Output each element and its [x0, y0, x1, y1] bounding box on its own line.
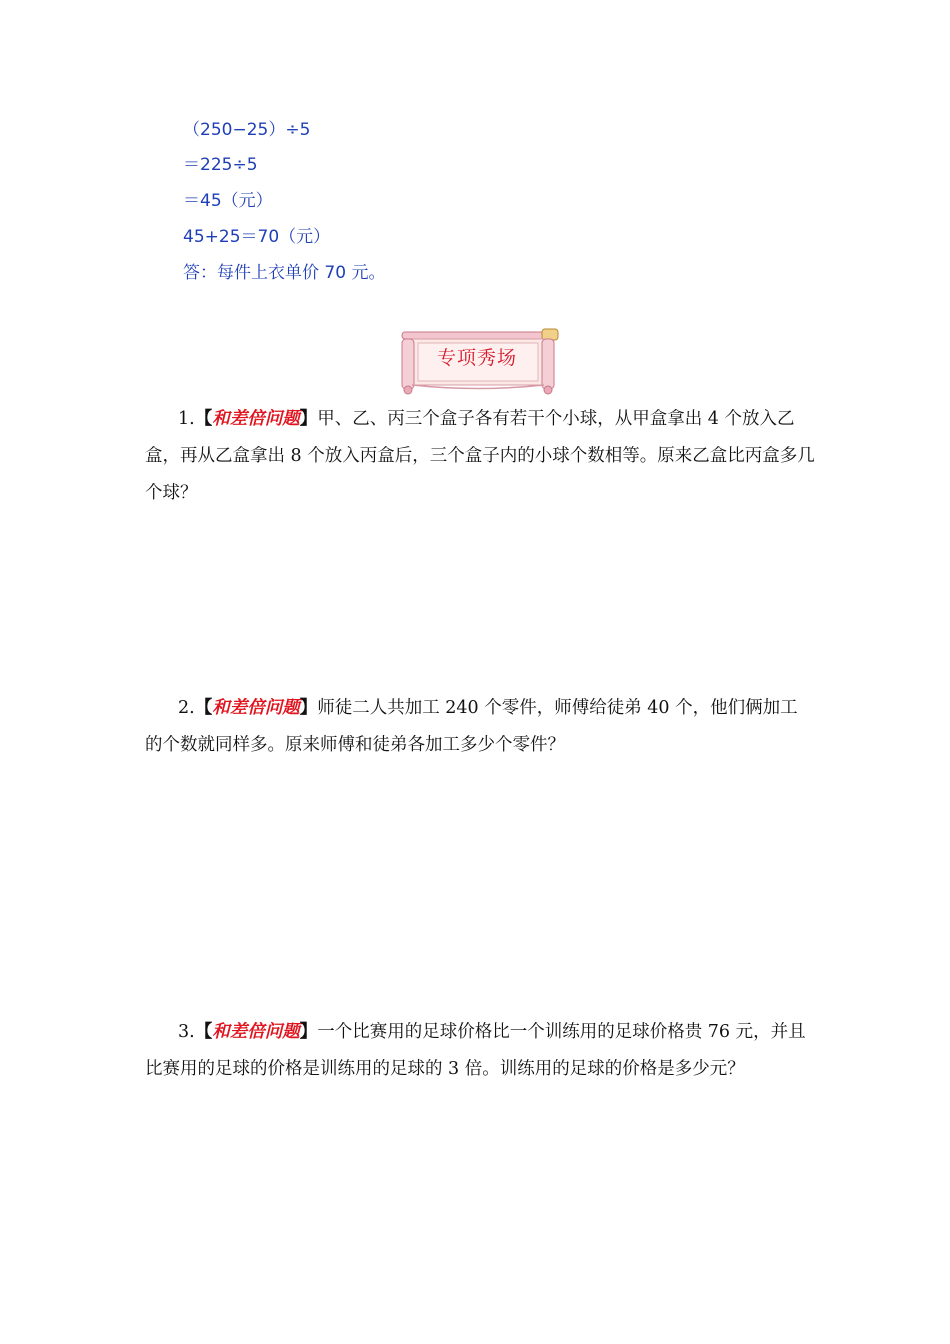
problem-number: 2. — [178, 698, 195, 718]
tag-close-bracket: 】 — [299, 409, 318, 429]
tag-open-bracket: 【 — [194, 1022, 213, 1042]
problem-text: 师徒二人共加工 240 个零件，师傅给徒弟 40 个，他们俩加工的个数就同样多。原来师傅和徒弟各加工多少个零件？ — [145, 698, 798, 755]
solution-answer: 答：每件上衣单价 70 元。 — [183, 263, 386, 283]
solution-line-3: ＝45（元） — [183, 191, 273, 211]
solution-line-2: ＝225÷5 — [183, 155, 258, 175]
problem-text: 一个比赛用的足球价格比一个训练用的足球价格贵 76 元，并且比赛用的足球的价格是训练用的足球的 3 倍。训练用的足球的价格是多少元？ — [145, 1022, 806, 1079]
problem-tag: 和差倍问题 — [212, 698, 300, 718]
section-banner — [392, 326, 562, 396]
problem-number: 3. — [178, 1022, 195, 1042]
tag-close-bracket: 】 — [299, 698, 318, 718]
problem-text: 甲、乙、丙三个盒子各有若干个小球，从甲盒拿出 4 个放入乙盒，再从乙盒拿出 8 个放入丙盒后，三个盒子内的小球个数相等。原来乙盒比丙盒多几个球？ — [145, 409, 815, 503]
solution-line-1: （250−25）÷5 — [183, 120, 311, 140]
tag-close-bracket: 】 — [299, 1022, 318, 1042]
problem-tag: 和差倍问题 — [212, 409, 300, 429]
problem-3 — [145, 1014, 815, 1088]
problem-number: 1. — [178, 409, 195, 429]
solution-line-4: 45+25＝70（元） — [183, 227, 331, 247]
tag-open-bracket: 【 — [194, 698, 213, 718]
problem-tag: 和差倍问题 — [212, 1022, 300, 1042]
problem-1 — [145, 401, 815, 512]
section-title: 专项秀场 — [436, 347, 517, 369]
tag-open-bracket: 【 — [194, 409, 213, 429]
problem-2 — [145, 690, 815, 764]
